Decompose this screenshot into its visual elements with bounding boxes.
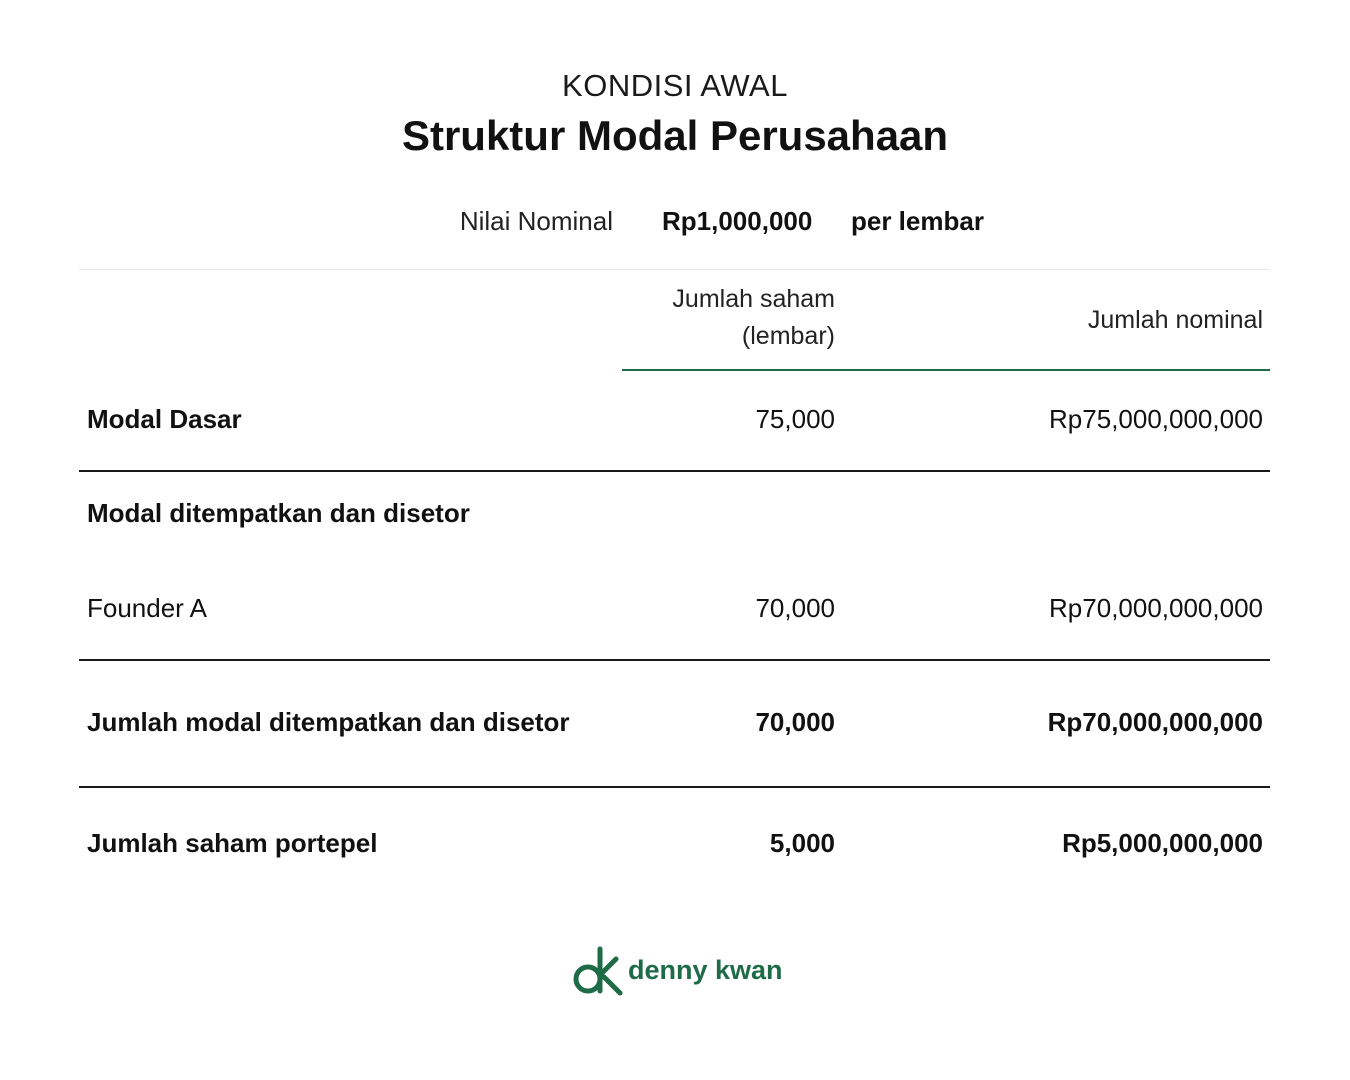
column-header-shares-line2: (lembar) <box>741 322 835 350</box>
row-amount-total-paid: Rp70,000,000,000 <box>1047 707 1263 737</box>
divider-top <box>79 269 1270 270</box>
row-label-portepel: Jumlah saham portepel <box>87 828 378 858</box>
column-header-amount: Jumlah nominal <box>1087 306 1263 334</box>
row-amount-founder: Rp70,000,000,000 <box>1049 593 1263 623</box>
brand-name: denny kwan <box>628 955 783 985</box>
page-eyebrow: KONDISI AWAL <box>562 68 788 103</box>
header-underline <box>622 369 1270 371</box>
nominal-label: Nilai Nominal <box>459 206 613 236</box>
section-title-paid-capital: Modal ditempatkan dan disetor <box>87 498 470 528</box>
row-amount-modal-dasar: Rp75,000,000,000 <box>1049 404 1263 434</box>
row-label-total-paid: Jumlah modal ditempatkan dan disetor <box>87 707 570 737</box>
row-shares-total-paid: 70,000 <box>755 707 835 737</box>
row-shares-modal-dasar: 75,000 <box>755 404 835 434</box>
brand-logo-icon <box>570 945 626 1001</box>
page-title: Struktur Modal Perusahaan <box>401 112 949 159</box>
row-label-modal-dasar: Modal Dasar <box>87 404 242 434</box>
row-label-founder: Founder A <box>87 593 207 623</box>
divider-3 <box>79 786 1270 788</box>
row-amount-portepel: Rp5,000,000,000 <box>1062 828 1263 858</box>
nominal-value: Rp1,000,000 <box>662 206 813 236</box>
row-shares-portepel: 5,000 <box>769 828 835 858</box>
divider-2 <box>79 659 1270 661</box>
divider-1 <box>79 470 1270 472</box>
nominal-unit: per lembar <box>851 206 984 236</box>
column-header-shares <box>672 281 835 355</box>
row-shares-founder: 70,000 <box>755 593 835 623</box>
column-header-shares-line1: Jumlah saham <box>672 285 835 313</box>
